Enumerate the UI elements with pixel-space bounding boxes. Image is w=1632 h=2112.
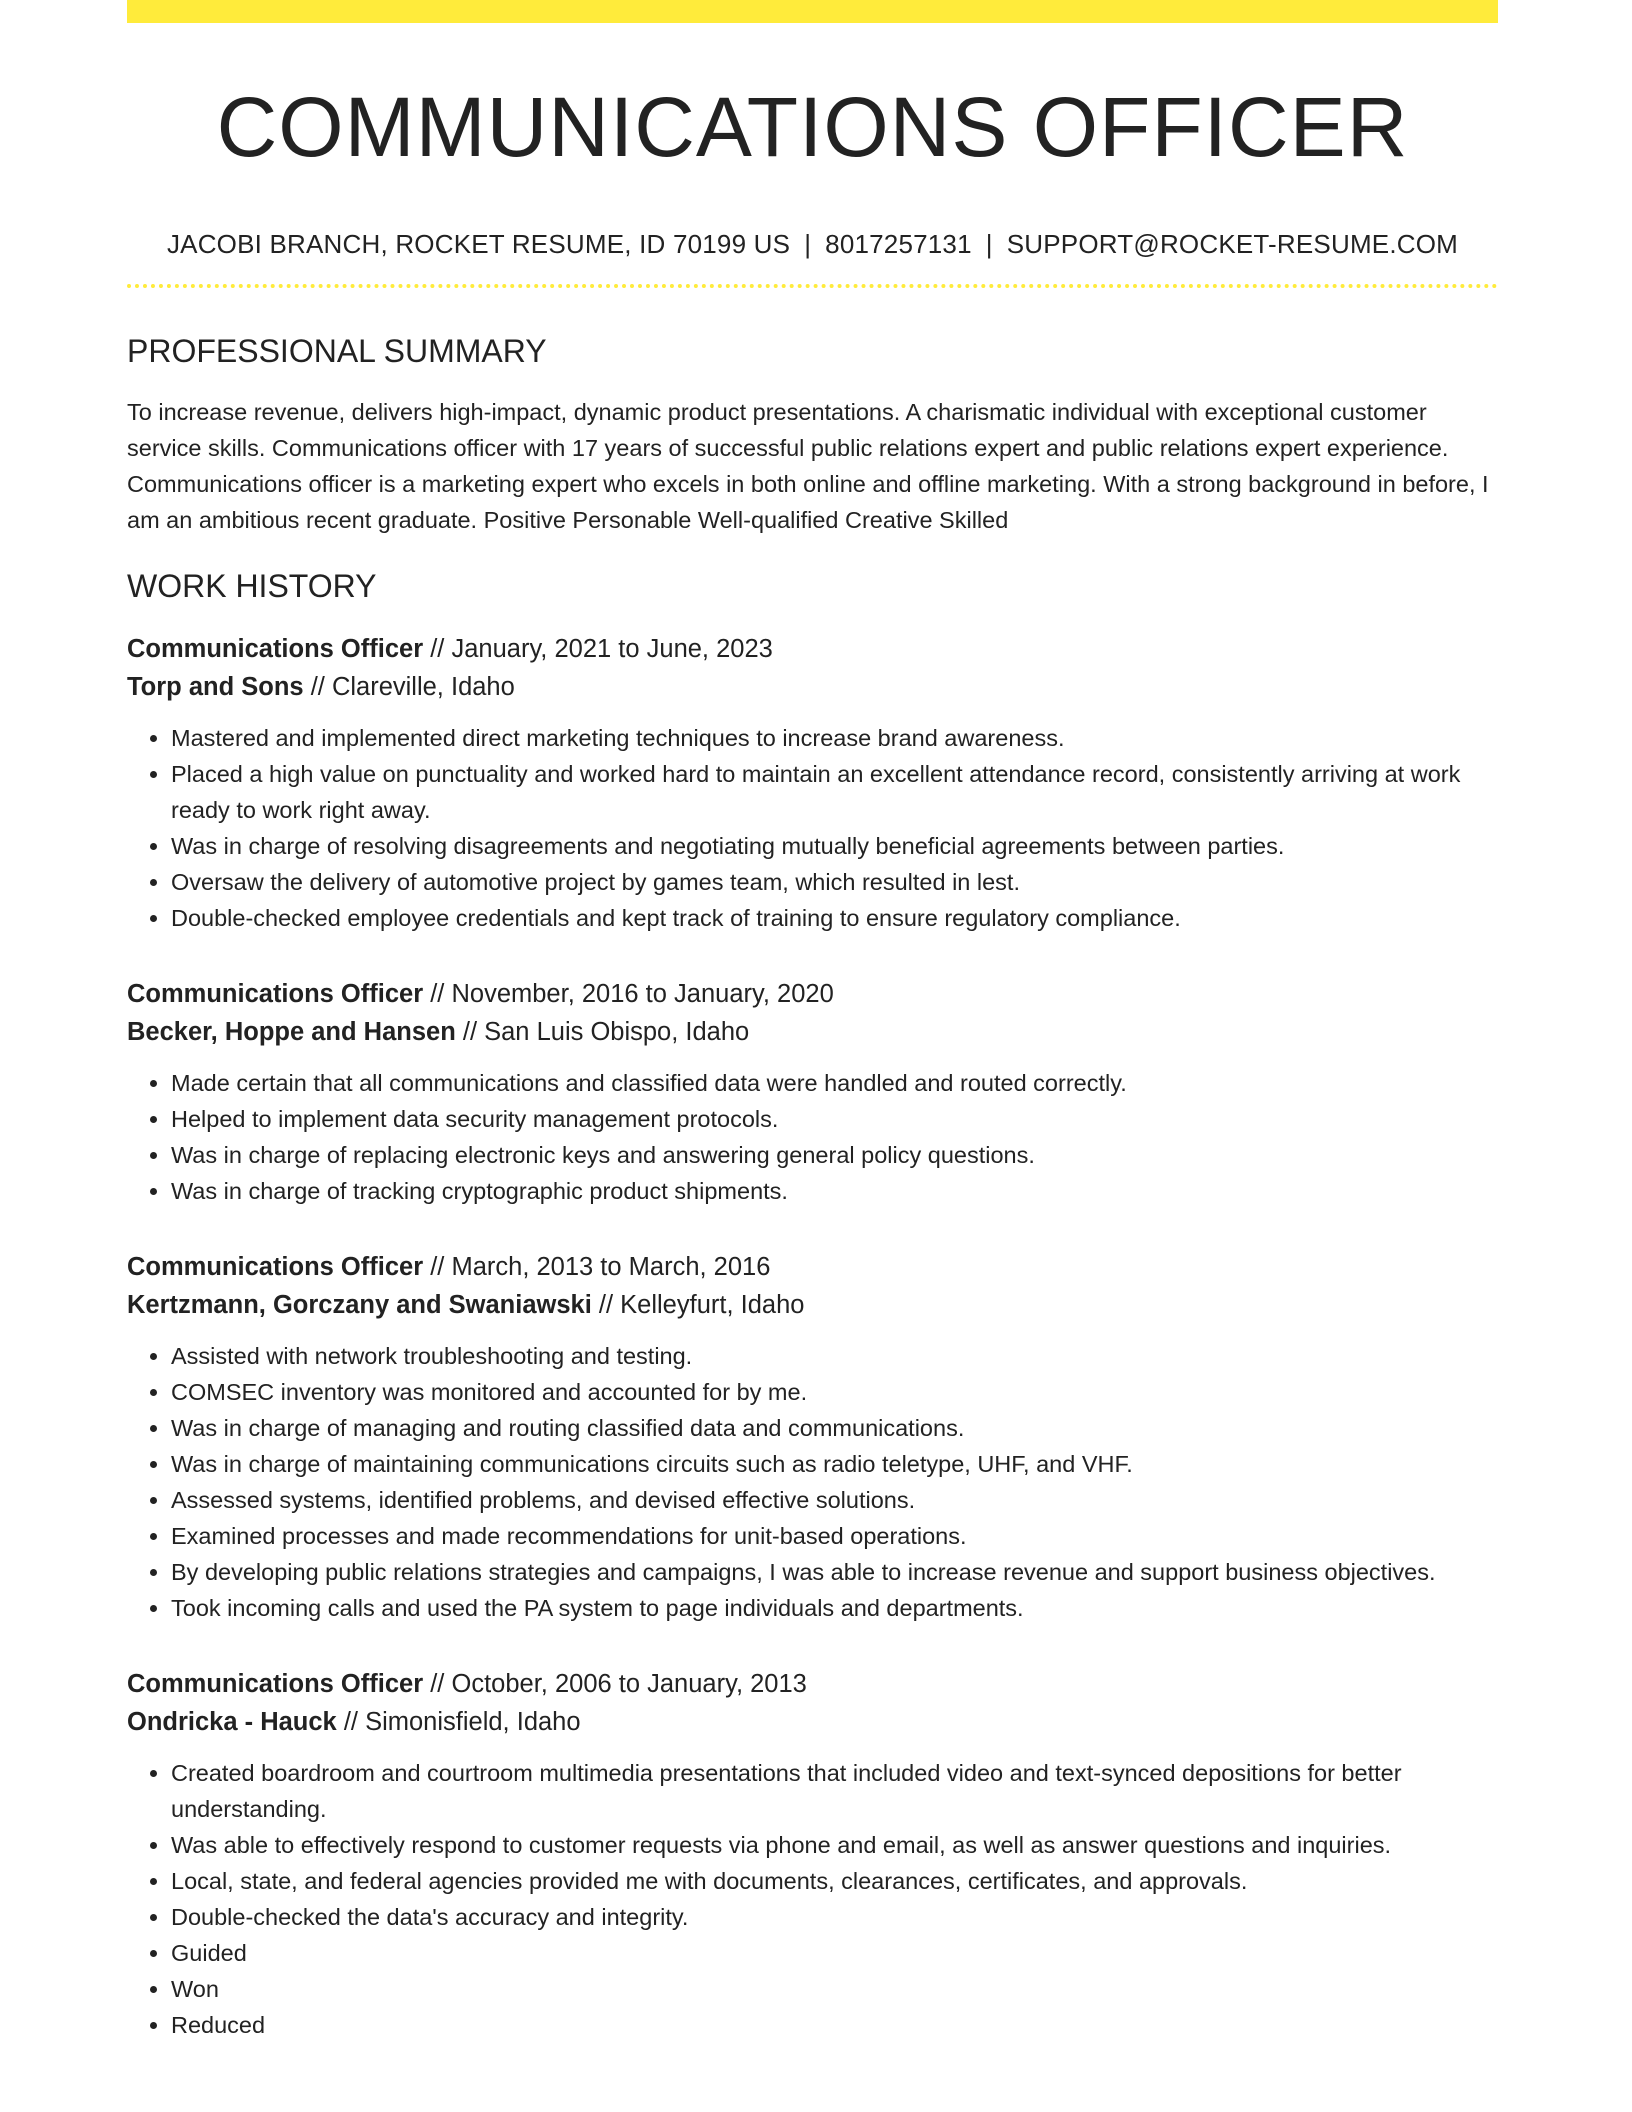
job-bullet: • Was in charge of maintaining communications circuits such as radio teletype, UHF, and VHF. xyxy=(171,1446,1498,1482)
job-title-line xyxy=(127,630,1498,668)
contact-separator: | xyxy=(985,229,993,259)
contact-address: JACOBI BRANCH, ROCKET RESUME, ID 70199 US xyxy=(166,229,791,259)
job-bullet: • Guided xyxy=(171,1935,1498,1971)
work-history-list xyxy=(127,630,1498,2043)
job-bullet-list xyxy=(127,1755,1498,2043)
job-bullet: • Double-checked employee credentials and kept track of training to ensure regulatory compliance. xyxy=(171,900,1498,936)
job-company-line xyxy=(127,668,1498,706)
job-bullet: • Reduced xyxy=(171,2007,1498,2043)
job-company-line xyxy=(127,1013,1498,1051)
job-dates: // November, 2016 to January, 2020 xyxy=(423,980,834,1008)
job-bullet: • Was in charge of managing and routing classified data and communications. xyxy=(171,1410,1498,1446)
job-bullet: • Helped to implement data security management protocols. xyxy=(171,1101,1498,1137)
summary-text: To increase revenue, delivers high-impact, dynamic product presentations. A charismatic individual with exceptional customer service skills. Communications officer with 17 years of successful public relations expert and public relations expert experience. Communications officer is a marketing expert who excels in both online and offline marketing. With a strong background in before, I am an ambitious recent graduate. Positive Personable Well-qualified Creative Skilled xyxy=(127,399,1489,533)
job-entry xyxy=(127,1248,1498,1626)
dotted-divider xyxy=(127,284,1498,288)
job-title-line xyxy=(127,1665,1498,1703)
job-company: Becker, Hoppe and Hansen xyxy=(127,1018,456,1046)
resume-title: COMMUNICATIONS OFFICER xyxy=(216,80,1409,174)
job-bullet: • Took incoming calls and used the PA system to page individuals and departments. xyxy=(171,1590,1498,1626)
job-company: Torp and Sons xyxy=(127,673,304,701)
job-bullet: • Made certain that all communications and classified data were handled and routed correctly. xyxy=(171,1065,1498,1101)
job-dates: // January, 2021 to June, 2023 xyxy=(423,635,773,663)
job-company: Ondricka - Hauck xyxy=(127,1708,337,1736)
job-bullet: • Was able to effectively respond to customer requests via phone and email, as well as answer questions and inquiries. xyxy=(171,1827,1498,1863)
job-bullet-list xyxy=(127,1065,1498,1209)
job-bullet: • Placed a high value on punctuality and worked hard to maintain an excellent attendance record, consistently arriving at work ready to work right away. xyxy=(171,756,1498,828)
job-bullet: • Won xyxy=(171,1971,1498,2007)
contact-line xyxy=(127,227,1498,261)
job-title: Communications Officer xyxy=(127,635,424,663)
job-bullet: • Was in charge of tracking cryptographic product shipments. xyxy=(171,1173,1498,1209)
job-dates: // March, 2013 to March, 2016 xyxy=(423,1253,771,1281)
job-bullet: • Assessed systems, identified problems, and devised effective solutions. xyxy=(171,1482,1498,1518)
job-title: Communications Officer xyxy=(127,1253,424,1281)
contact-phone: 8017257131 xyxy=(825,229,972,259)
job-bullet-list xyxy=(127,1338,1498,1626)
job-bullet: • By developing public relations strategies and campaigns, I was able to increase revenue and support business objectives. xyxy=(171,1554,1498,1590)
job-location: // Simonisfield, Idaho xyxy=(336,1708,581,1736)
job-bullet: • COMSEC inventory was monitored and accounted for by me. xyxy=(171,1374,1498,1410)
job-company-line xyxy=(127,1703,1498,1741)
job-entry xyxy=(127,1665,1498,2043)
job-bullet: • Oversaw the delivery of automotive project by games team, which resulted in lest. xyxy=(171,864,1498,900)
job-location: // Kelleyfurt, Idaho xyxy=(591,1291,805,1319)
job-bullet-list xyxy=(127,720,1498,936)
job-bullet: • Examined processes and made recommendations for unit-based operations. xyxy=(171,1518,1498,1554)
job-title-line xyxy=(127,1248,1498,1286)
job-bullet: • Double-checked the data's accuracy and integrity. xyxy=(171,1899,1498,1935)
job-dates: // October, 2006 to January, 2013 xyxy=(423,1670,807,1698)
accent-top-bar xyxy=(127,0,1498,23)
job-title-line xyxy=(127,975,1498,1013)
contact-separator: | xyxy=(804,229,812,259)
job-company: Kertzmann, Gorczany and Swaniawski xyxy=(127,1291,592,1319)
contact-email: SUPPORT@ROCKET-RESUME.COM xyxy=(1006,229,1459,259)
job-location: // Clareville, Idaho xyxy=(303,673,515,701)
job-bullet: • Mastered and implemented direct marketing techniques to increase brand awareness. xyxy=(171,720,1498,756)
job-bullet: • Was in charge of replacing electronic keys and answering general policy questions. xyxy=(171,1137,1498,1173)
job-location: // San Luis Obispo, Idaho xyxy=(455,1018,750,1046)
job-bullet: • Assisted with network troubleshooting and testing. xyxy=(171,1338,1498,1374)
job-title: Communications Officer xyxy=(127,980,424,1008)
job-bullet: • Local, state, and federal agencies provided me with documents, clearances, certificates, and approvals. xyxy=(171,1863,1498,1899)
job-bullet: • Was in charge of resolving disagreements and negotiating mutually beneficial agreements between parties. xyxy=(171,828,1498,864)
job-entry xyxy=(127,630,1498,936)
job-company-line xyxy=(127,1286,1498,1324)
job-bullet: • Created boardroom and courtroom multimedia presentations that included video and text-synced depositions for better understanding. xyxy=(171,1755,1498,1827)
summary-heading: PROFESSIONAL SUMMARY xyxy=(127,333,547,369)
resume-page xyxy=(127,0,1498,2043)
job-title: Communications Officer xyxy=(127,1670,424,1698)
work-history-heading: WORK HISTORY xyxy=(127,568,377,604)
job-entry xyxy=(127,975,1498,1209)
